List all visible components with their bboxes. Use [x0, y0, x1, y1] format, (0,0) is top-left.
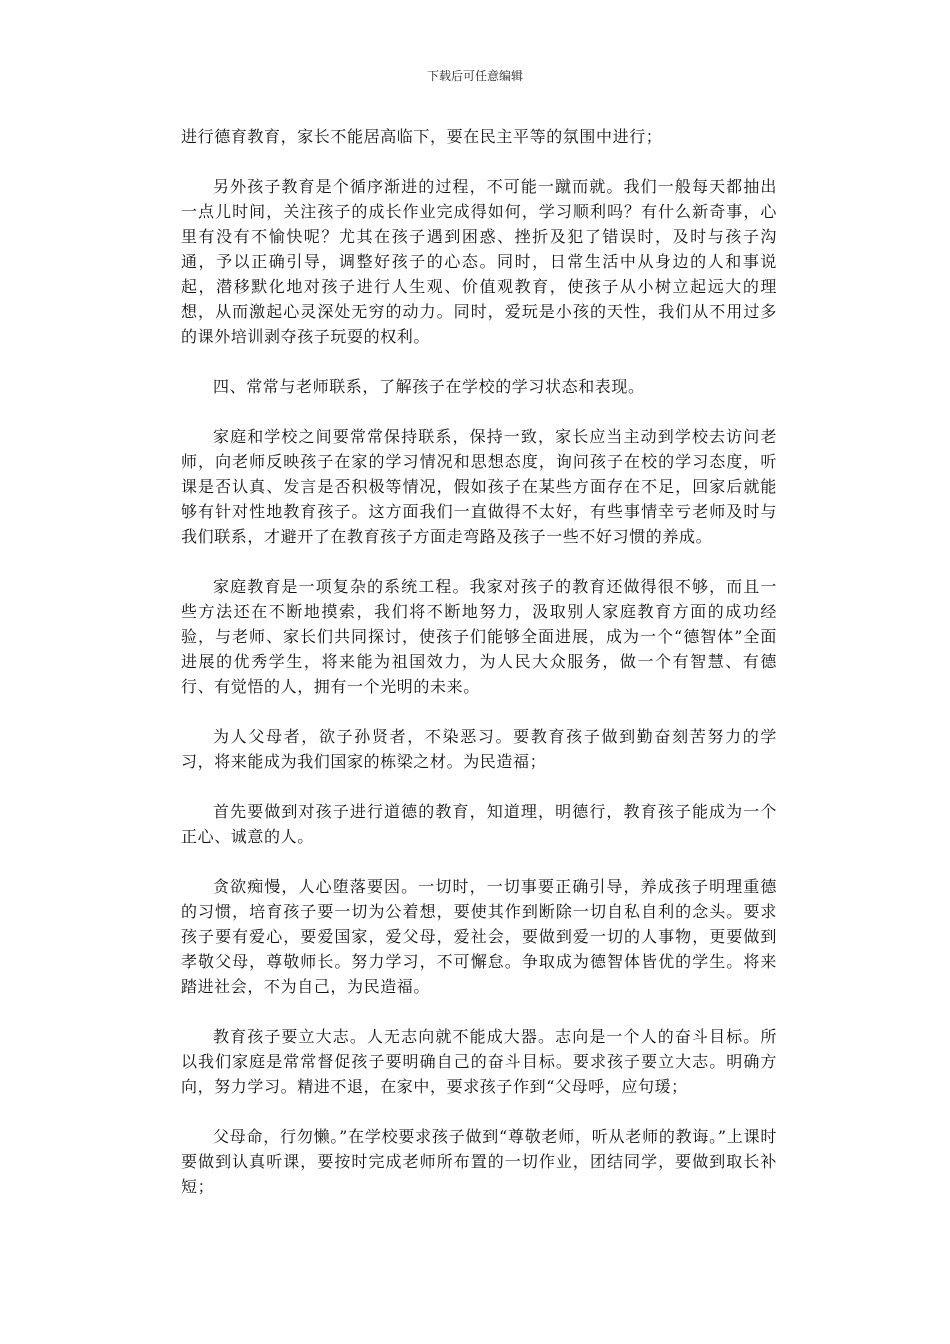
paragraph-gap	[181, 399, 777, 424]
paragraph-gap	[181, 1099, 777, 1124]
paragraph-gap	[181, 349, 777, 374]
section-heading-4: 四、常常与老师联系，了解孩子在学校的学习状态和表现。	[213, 377, 645, 396]
paragraph-4: 家庭教育是一项复杂的系统工程。我家对孩子的教育还做得很不够，而且一些方法还在不断地摸索，我们将不断地努力，汲取别人家庭教育方面的成功经验，与老师、家长们共同探讨，使孩子们能够全面进展，成为一个“德智体”全面进展的优秀学生，将来能为祖国效力，为人民大众服务，做一个有智慧、有德行、有觉悟的人，拥有一个光明的未来。	[181, 577, 777, 696]
paragraph-5: 为人父母者，欲子孙贤者，不染恶习。要教育孩子做到勤奋刻苦努力的学习，将来能成为我们国家的栋梁之材。为民造福；	[181, 727, 777, 771]
paragraph-gap	[181, 549, 777, 574]
paragraph-9: 父母命，行勿懒。”在学校要求孩子做到“尊敬老师，听从老师的教诲。”上课时要做到认真听课，要按时完成老师所布置的一切作业，团结同学，要做到取长补短；	[181, 1127, 777, 1196]
paragraph-gap	[181, 999, 777, 1024]
paragraph-6: 首先要做到对孩子进行道德的教育，知道理，明德行，教育孩子能成为一个正心、诚意的人。	[181, 802, 777, 846]
paragraph-8: 教育孩子要立大志。人无志向就不能成大器。志向是一个人的奋斗目标。所以我们家庭是常常督促孩子要明确自己的奋斗目标。要求孩子要立大志。明确方向，努力学习。精进不退，在家中，要求孩子作到“父母呼，应句瑗；	[181, 1027, 777, 1096]
paragraph-gap	[181, 699, 777, 724]
paragraph-3: 家庭和学校之间要常常保持联系，保持一致，家长应当主动到学校去访问老师，向老师反映孩子在家的学习情况和思想态度，询问孩子在校的学习态度，听课是否认真、发言是否积极等情况，假如孩子在某些方面存在不足，回家后就能够有针对性地教育孩子。这方面我们一直做得不太好，有些事情幸亏老师及时与我们联系，才避开了在教育孩子方面走弯路及孩子一些不好习惯的养成。	[181, 427, 777, 546]
paragraph-2: 另外孩子教育是个循序渐进的过程，不可能一蹴而就。我们一般每天都抽出一点儿时间，关注孩子的成长作业完成得如何，学习顺利吗？有什么新奇事，心里有没有不愉快呢？尤其在孩子遇到困惑、挫折及犯了错误时，及时与孩子沟通，予以正确引导，调整好孩子的心态。同时，日常生活中从身边的人和事说起，潜移默化地对孩子进行人生观、价值观教育，使孩子从小树立起远大的理想，从而激起心灵深处无穷的动力。同时，爱玩是小孩的天性，我们从不用过多的课外培训剥夺孩子玩耍的权利。	[181, 177, 777, 346]
paragraph-7: 贪欲痴慢，人心堕落要因。一切时，一切事要正确引导，养成孩子明理重德的习惯，培育孩子要一切为公着想，要使其作到断除一切自私自利的念头。要求孩子要有爱心，要爱国家，爱父母，爱社会，要做到爱一切的人事物，更要做到孝敬父母，尊敬师长。努力学习，不可懈怠。争取成为德智体皆优的学生。将来踏进社会，不为自己，为民造福。	[181, 877, 777, 996]
page-header-notice: 下载后可任意编辑	[426, 69, 523, 83]
paragraph-gap	[181, 774, 777, 799]
paragraph-gap	[181, 149, 777, 174]
document-body	[181, 124, 777, 1199]
paragraph-1: 进行德育教育，家长不能居高临下，要在民主平等的氛围中进行；	[181, 127, 663, 146]
paragraph-gap	[181, 849, 777, 874]
